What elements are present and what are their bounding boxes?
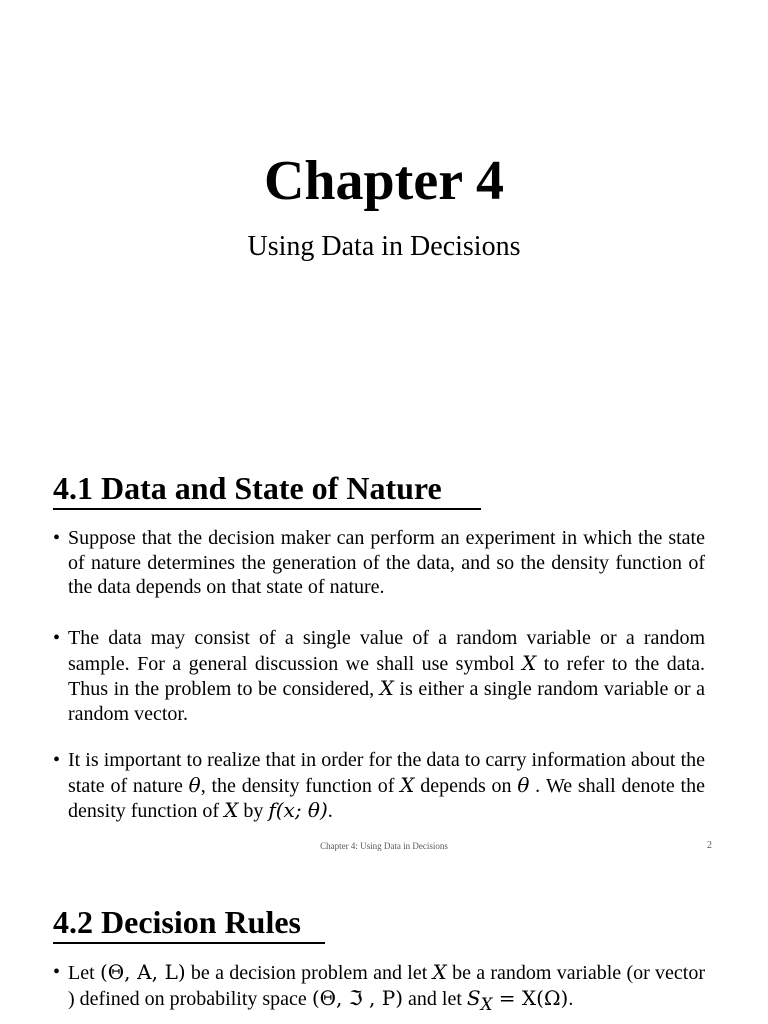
heading-underline: [53, 508, 481, 510]
bullet-text: . We shall denote the density function of: [68, 774, 705, 822]
bullet-text: by: [238, 800, 269, 822]
math-symbol: X: [224, 798, 239, 822]
math-symbol: θ: [517, 772, 530, 797]
title-slide: [0, 0, 768, 430]
section-42-slide: [0, 860, 768, 1024]
bullet-text: Let: [68, 962, 100, 984]
math-expression: (Θ, ℑ , P): [311, 985, 404, 1010]
math-expression: f(x; θ): [268, 798, 328, 822]
math-expression: (Θ, A, L): [99, 960, 186, 984]
math-symbol: X: [432, 960, 447, 984]
slide-footer: Chapter 4: Using Data in Decisions: [320, 841, 448, 851]
math-symbol: X: [522, 650, 537, 675]
bullet-text: depends on: [414, 774, 518, 797]
chapter-subtitle: Using Data in Decisions: [247, 231, 521, 262]
section-heading: 4.2 Decision Rules: [53, 904, 301, 940]
bullet-text: It is important to realize that in order for the data to carry information about the state of nature: [68, 749, 705, 797]
chapter-title: Chapter 4: [263, 150, 505, 212]
math-expression: = X(Ω): [492, 985, 569, 1010]
math-symbol: X: [379, 676, 394, 700]
math-symbol: X: [400, 772, 415, 797]
bullet-text: to refer to the data. Thus in the problem to be considered,: [68, 652, 706, 700]
bullet-text: is either a single random variable or a random vector.: [68, 678, 705, 725]
page-number: 2: [707, 840, 712, 851]
heading-underline: [53, 942, 325, 944]
bullet-item: [53, 960, 705, 1017]
bullet-text: .: [568, 987, 574, 1010]
bullet-text: Suppose that the decision maker can perform an experiment in which the state of nature determines the generation of the data, and so the density function of the data depends on that state of nature.: [68, 527, 705, 598]
bullet-text: be a decision problem and let: [185, 962, 433, 984]
bullet-item: [53, 626, 705, 726]
math-subscript: X: [480, 994, 493, 1014]
bullet-text: and let: [403, 987, 467, 1010]
bullet-text: , the density function of: [200, 774, 401, 797]
bullet-text: be a random variable (or vector ) defined on probability space: [68, 962, 706, 1010]
bullet-text: .: [327, 800, 333, 822]
section-heading: 4.1 Data and State of Nature: [53, 470, 442, 506]
math-symbol: S: [466, 985, 481, 1010]
bullet-text: The data may consist of a single value of a random variable or a random sample. For a general discussion we shall use symbol: [68, 627, 705, 675]
math-symbol: θ: [188, 772, 201, 797]
section-41-slide: [0, 430, 768, 860]
bullet-item: [53, 526, 705, 600]
bullet-item: [53, 748, 705, 824]
